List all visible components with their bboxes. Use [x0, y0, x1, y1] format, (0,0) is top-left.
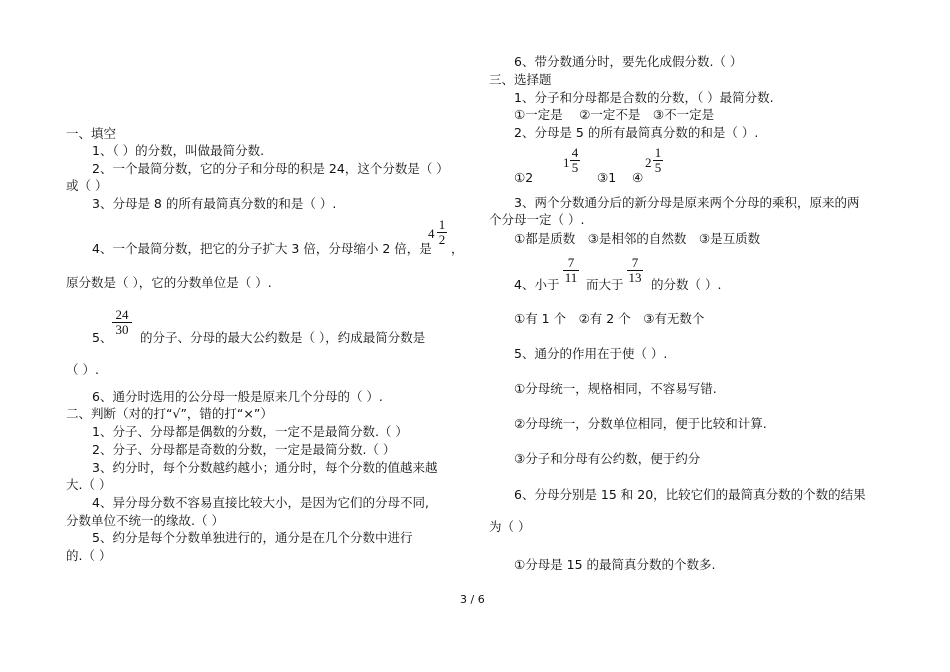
judge-q5-line1: 5、约分是每个分数单独进行的，通分是在几个分数中进行	[92, 530, 413, 545]
q4-mixed-whole: 4	[428, 226, 435, 241]
choice-q1-options: ①一定是 ②一定不是 ③不一定是	[514, 107, 715, 122]
fill-q4-line1: 4、一个最简分数，把它的分子扩大 3 倍，分母缩小 2 倍，是	[92, 241, 432, 256]
choice-q4-prefix: 4、小于	[514, 277, 560, 292]
choice-q4-options: ①有 1 个 ②有 2 个 ③有无数个	[514, 311, 705, 326]
judge-q3-line2: 大.（ ）	[66, 477, 112, 492]
c4-fraction-2	[627, 256, 643, 285]
choice-q2-option3: ③1	[597, 170, 617, 185]
page-number: 3 / 6	[460, 593, 485, 606]
q4-fraction	[437, 218, 447, 247]
q4-fraction-denominator: 2	[438, 232, 446, 247]
judge-q2: 2、分子、分母都是奇数的分数，一定是最简分数.（ ）	[92, 442, 396, 457]
section-choice-title: 三、选择题	[489, 72, 552, 87]
judge-q4-line2: 分数单位不统一的缘故.（ ）	[66, 513, 224, 528]
choice-q6-option1: ①分母是 15 的最简真分数的个数多.	[514, 557, 716, 572]
c2-opt2-numerator: 4	[571, 145, 579, 160]
judge-q6: 6、带分数通分时，要先化成假分数.（ ）	[514, 54, 743, 69]
choice-q5-option3: ③分子和分母有公约数，便于约分	[514, 451, 701, 466]
choice-q6-line1: 6、分母分别是 15 和 20，比较它们的最简真分数的个数的结果	[514, 487, 866, 502]
choice-q2: 2、分母是 5 的所有最简真分数的和是（ ）.	[514, 125, 759, 140]
q5-fraction-numerator: 24	[115, 307, 129, 322]
c4-fraction-1	[563, 256, 579, 285]
choice-q5-option1: ①分母统一，规格相同，不容易写错.	[514, 381, 717, 396]
choice-q1: 1、分子和分母都是合数的分数，（ ）最简分数.	[514, 90, 774, 105]
q5-fraction	[112, 308, 132, 337]
fill-q2-line2: 或（ ）	[66, 178, 108, 193]
fill-q4-line2: 原分数是（ ），它的分数单位是（ ）.	[66, 275, 272, 290]
choice-q3-line1: 3、两个分数通分后的新分母是原来两个分母的乘积，原来的两	[514, 195, 860, 210]
c2-opt2-whole: 1	[563, 155, 570, 170]
choice-q3-options: ①都是质数 ③是相邻的自然数 ③是互质数	[514, 231, 761, 246]
judge-q4-line1: 4、异分母分数不容易直接比较大小，是因为它们的分母不同,	[92, 495, 429, 510]
c2-opt4-fraction	[653, 146, 663, 175]
fill-q6: 6、通分时选用的公分母一般是原来几个分母的（ ）.	[92, 389, 383, 404]
fill-q5-prefix: 5、	[92, 330, 113, 345]
fill-q1: 1、（ ）的分数，叫做最简分数.	[92, 143, 265, 158]
fill-q5-line1: 的分子、分母的最大公约数是（ ），约成最简分数是	[140, 330, 426, 345]
c4-f2-denominator: 13	[628, 270, 642, 285]
choice-q4-suffix: 的分数（ ）.	[651, 277, 722, 292]
c4-f1-denominator: 11	[564, 270, 578, 285]
choice-q2-option4: ④	[632, 170, 644, 185]
q5-fraction-denominator: 30	[115, 322, 129, 337]
choice-q2-option1: ①2	[514, 170, 534, 185]
choice-q3-line2: 个分母一定（ ）.	[489, 212, 585, 227]
c2-opt4-whole: 2	[645, 155, 652, 170]
choice-q5: 5、通分的作用在于使（ ）.	[514, 346, 668, 361]
section-fill-title: 一、填空	[66, 126, 117, 141]
q4-comma: ，	[451, 241, 464, 256]
choice-q4-mid: 而大于	[586, 277, 624, 292]
fill-q2-line1: 2、一个最简分数，它的分子和分母的积是 24，这个分数是（ ）	[92, 161, 449, 176]
q4-fraction-numerator: 1	[438, 217, 446, 232]
fill-q3: 3、分母是 8 的所有最简真分数的和是（ ）.	[92, 196, 337, 211]
judge-q1: 1、分子、分母都是偶数的分数，一定不是最简分数.（ ）	[92, 424, 408, 439]
c2-opt2-denominator: 5	[571, 160, 579, 175]
c2-opt2-fraction	[570, 146, 580, 175]
judge-q3-line1: 3、约分时，每个分数越约越小；通分时，每个分数的值越来越	[92, 460, 438, 475]
choice-q6-line2: 为（ ）	[489, 519, 531, 534]
c2-opt4-denominator: 5	[654, 160, 662, 175]
section-judge-title: 二、判断（对的打“√”，错的打“×”）	[66, 406, 273, 421]
c2-opt4-numerator: 1	[654, 145, 662, 160]
choice-q5-option2: ②分母统一，分数单位相同，便于比较和计算.	[514, 416, 767, 431]
fill-q5-line2: （ ）.	[66, 362, 99, 377]
judge-q5-line2: 的.（ ）	[66, 548, 112, 563]
c4-f2-numerator: 7	[631, 255, 639, 270]
c4-f1-numerator: 7	[567, 255, 575, 270]
